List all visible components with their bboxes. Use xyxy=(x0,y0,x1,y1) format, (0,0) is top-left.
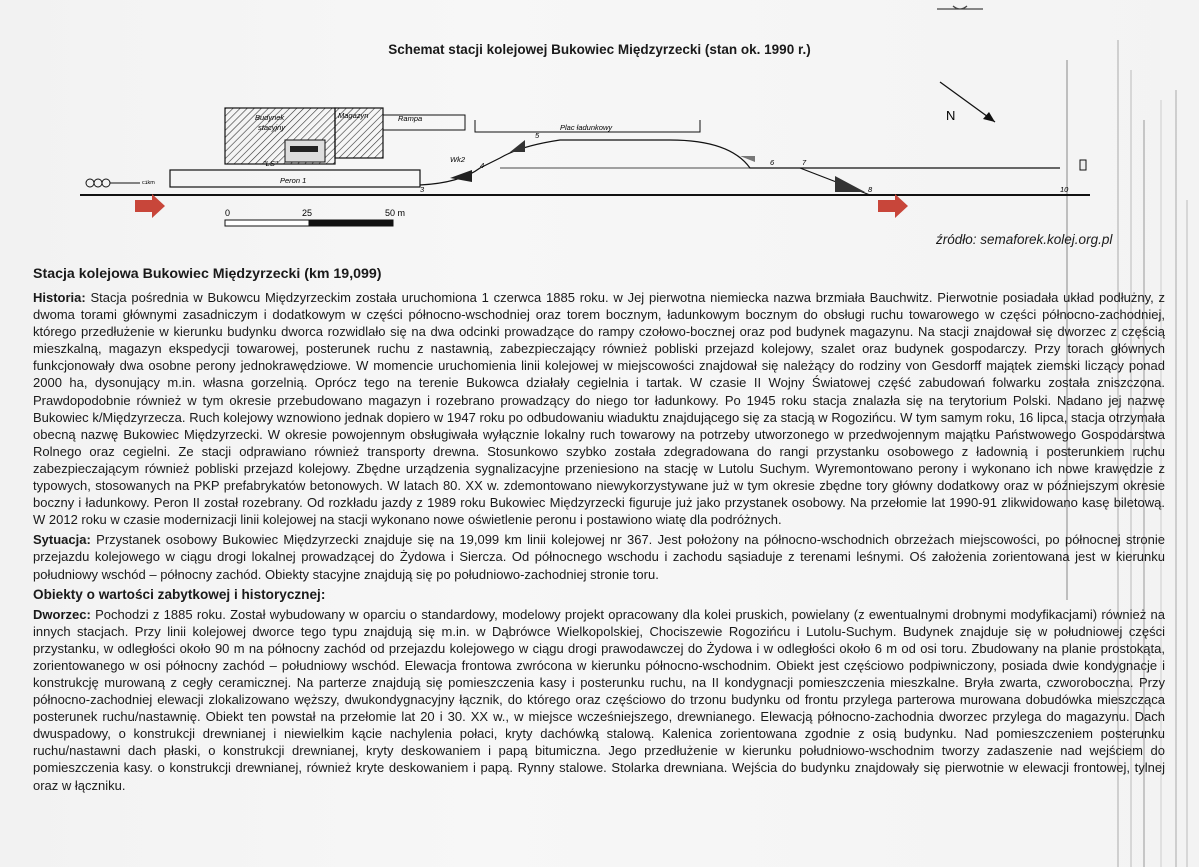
situation-paragraph xyxy=(33,531,1165,582)
switch-3: 3 xyxy=(420,185,425,194)
switch-6: 6 xyxy=(770,158,775,167)
situation-text: Przystanek osobowy Bukowiec Międzyrzecki znajduje się na 19,099 km linii kolejowej nr 367. Jest położony na północno-wschodnich obrzeżach miejscowości, po północnej stronie przejazdu kolejowego w ciągu drogi lokalnej prowadzącej do Żydowa i Siercza. Od północnego wschodu i zachodu sąsiaduje z terenami leśnymi. Oś założenia zorientowana jest w kierunku południowy wschód – północny zachód. Obiekty stacyjne znajdują się po południowo-zachodniej stronie toru. xyxy=(33,532,1165,582)
station-diagram xyxy=(80,70,1130,245)
loading-yard-label: Plac ładunkowy xyxy=(560,123,613,132)
switch-10: 10 xyxy=(1060,185,1069,194)
ramp-shape xyxy=(383,125,465,130)
page-title: Schemat stacji kolejowej Bukowiec Międzyrzecki (stan ok. 1990 r.) xyxy=(388,42,811,57)
north-label: N xyxy=(946,108,956,123)
scale-50: 50 m xyxy=(385,208,406,218)
platform-label: Peron 1 xyxy=(280,176,307,185)
scale-0: 0 xyxy=(225,208,231,218)
switch-7: 7 xyxy=(802,158,807,167)
scale-bar xyxy=(225,220,309,226)
station-building-label-1: Budynek xyxy=(255,113,285,122)
direction-arrow-left xyxy=(135,194,165,218)
situation-label: Sytuacja: xyxy=(33,532,91,548)
source-credit: źródło: semaforek.kolej.org.pl xyxy=(936,232,1113,247)
ls-label: "LS" xyxy=(263,159,278,168)
scale-25: 25 xyxy=(302,208,313,218)
switch-5: 5 xyxy=(535,131,540,140)
switch-4: 4 xyxy=(480,161,485,170)
direction-arrow-right xyxy=(878,194,908,218)
history-label: Historia: xyxy=(33,290,86,305)
ramp-label: Rampa xyxy=(398,114,423,123)
document-body xyxy=(33,266,1165,797)
wk2-label: Wk2 xyxy=(450,155,465,164)
km-marker-label: ᶜ¹ᵏᵐ xyxy=(142,179,155,188)
station-building-label-2: stacyjny xyxy=(258,123,286,132)
dworzec-text: Pochodzi z 1885 roku. Został wybudowany w oparciu o standardowy, modelowy projekt opracowany dla kolei pruskich, powielany (z ewentualnymi drobnymi modyfikacjami) również na innych stacjach. Przy linii kolejowej dworce tego typu znajdują się m.in. w Dąbrówce Wielkopolskiej, Chociszewie Rogozińcu i Lutolu-Suchym. Budynek znajduje się w południowej części przystanku, w odległości około 90 m na północny zachód od przejazdu kolejowego w ciągu drogi prawodawczej do Żydowa i w odległości około 6 m od osi toru. Zbudowany na planie prostokąta, zorientowanego w osi północny zachód – południowy wschód. Elewacja frontowa zwrócona w kierunku północno-wschodnim. Obiekt jest częściowo podpiwniczony, posiada dwie kondygnacje i konstrukcję murowaną z cegły ceramicznej. Na parterze znajdują się pomieszczenia kasy i posterunku ruchu, na II kondygnacji pomieszczenia mieszkalne. Bryła zwarta, czworoboczna. Przy północno-zachodniej elewacji zlokalizowano węższy, dwukondygnacyjny łącznik, do którego oraz częściowo do trzonu budynku od frontu przylega parterowa murowana dobudówka mieszcząca posterunek ruchu/nastawnię. Obiekt ten powstał na przełomie lat 20 i 30. XX w., w miejsce wcześniejszego, drewnianego. Elewacją północno-zachodnia dworzec przylega do magazynu. Dach dwuspadowy, o konstrukcji drewnianej i niewielkim kącie nachylenia połaci, kryty dachówką stalową. Kalenica zorientowana zgodnie z osią budynku. Nad pomieszczeniem posterunku ruchu/nastawni dach płaski, o konstrukcji drewnianej, kryty deskowaniem i papą bitumiczna. Jego przedłużenie w kierunku południowo-wschodnim tworzy zadaszenie nad wejściem do pomieszczenia kasy. o konstrukcji drewnianej, również kryte deskowaniem i papą. Rynny stalowe. Stolarka drewniana. Wejścia do budynku znajdowały się pierwotnie w elewacji frontowej, tylnej oraz w łączniku. xyxy=(33,606,1165,793)
station-heading: Stacja kolejowa Bukowiec Międzyrzecki (km 19,099) xyxy=(33,266,382,282)
switch-8: 8 xyxy=(868,185,873,194)
station-building-paragraph xyxy=(33,606,1165,794)
history-text: Stacja pośrednia w Bukowcu Międzyrzeckim została uruchomiona 1 czerwca 1885 roku. w Jej pierwotna niemiecka nazwa brzmiała Bauchwitz. Pierwotnie posiadała układ podłużny, z dwoma torami głównymi zasadniczym i dodatkowym w części północno-wschodniej oraz torem bocznym, ładunkowym bocznym do obsługi ruchu towarowego w części północno-zachodniej, którego przedłużenie w kierunku budynku dworca rozwidlało się na dwa odcinki prowadzące do rampy czołowo-bocznej oraz pod budynek magazynu. Na stacji znajdował się dworzec z częścią mieszkalną, magazyn ekspedycji towarowej, posterunek ruchu z nastawnią, zabezpieczający również pobliski przejazd kolejowy, szalet oraz budynek gospodarczy. Przy torach głównych funkcjonowały dwa osobne perony jednokrawędziowe. W momencie uruchomienia linii kolejowej w miejscowości znajdował się należący do rodziny von Gesdorff majątek ziemski liczący ponad 2000 ha, dysonujący m.in. własna gorzelnią. Oprócz tego na terenie Bukowca działały cegielnia i tartak. W czasie II Wojny Światowej część zabudowań folwarku została zniszczona. Prawdopodobnie również w tym okresie przebudowano magazyn i rozebrano prowadzący do niego tor ładunkowy. Po 1945 roku stacja znalazła się na terytorium Polski. Nadano jej nazwę Bukowiec k/Międzyrzecza. Ruch kolejowy wznowiono jednak dopiero w 1947 roku po odbudowaniu wiaduktu znajdującego się za stacją w Rogozińcu. W tym samym roku, 16 lipca, stacja otrzymała obecną nazwę Bukowiec Międzyrzecki. W okresie powojennym obsługiwała wyłącznie lokalny ruch towarowy na potrzeby utworzonego w przedwojennym majątku Państwowego Gospodarstwa Rolnego oraz cegielni. Ze stacji odprawiano również transporty drewna. Stosunkowo szybko została zdegradowana do rangi przystanku osobowego z ładownią i posterunkiem ruchu zabezpieczającym również pobliski przejazd kolejowy. Zbędne urządzenia sygnalizacyjne przeniesiono na stację w Lutolu Suchym. Wyremontowano perony i wykonano ich nowe krawędzie z typowych, stosowanych na PKP prefabrykatów betonowych. W latach 80. XX w. zdemontowano niewykorzystywane już w tym okresie zbędne tory główny dodatkowy oraz w późniejszym okresie boczny i ładunkowy. Peron II został rozebrany. Od rozkładu jazdy z 1989 roku Bukowiec Międzyrzecki figuruje już jako przystanek osobowy. Na przełomie lat 1990-91 zlikwidowano kasę biletową. W 2012 roku w czasie modernizacji linii kolejowej na stacji wykonano nowe oświetlenie peronu i postawiono wiatę dla podróżnych. xyxy=(33,290,1165,528)
warehouse-label: Magazyn xyxy=(338,111,369,120)
objects-heading: Obiekty o wartości zabytkowej i historycznej: xyxy=(33,586,326,602)
dworzec-label: Dworzec: xyxy=(33,606,91,622)
scan-mark-top xyxy=(935,4,985,14)
history-paragraph xyxy=(33,289,1165,528)
